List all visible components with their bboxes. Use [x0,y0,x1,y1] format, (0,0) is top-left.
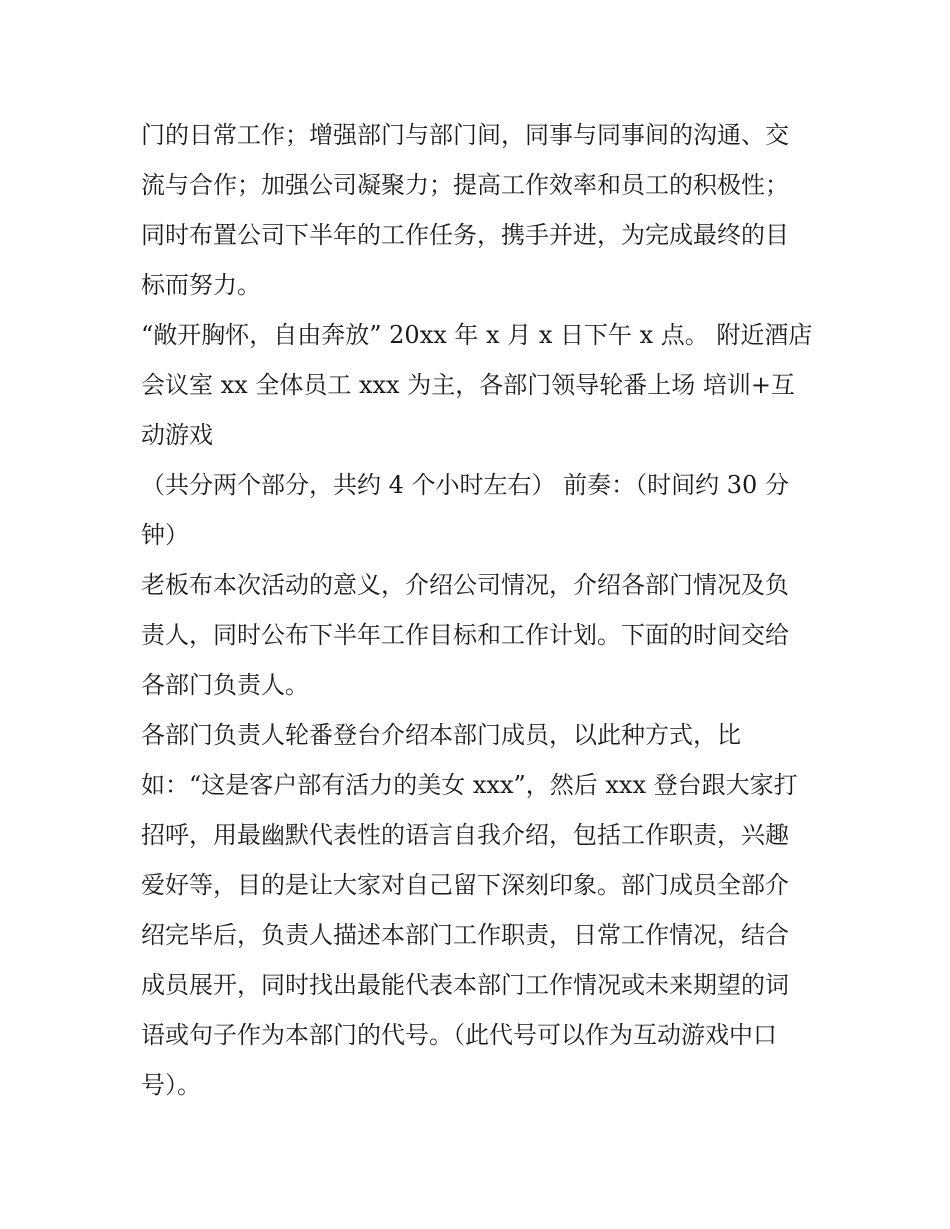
text-line: 会议室 xx 全体员工 xxx 为主，各部门领导轮番上场 培训+互 [141,371,795,399]
text-line: “敞开胸怀，自由奔放” 20xx 年 x 月 x 日下午 x 点。 附近酒店 [141,321,813,349]
text-line: 钟） [141,521,189,549]
text-line: 招呼，用最幽默代表性的语言自我介绍，包括工作职责，兴趣 [141,821,789,849]
text-line: 如：“这是客户部有活力的美女 xxx”，然后 xxx 登台跟大家打 [141,771,798,799]
text-line: 动游戏 [141,421,213,449]
text-line: （共分两个部分，共约 4 个小时左右） 前奏：（时间约 30 分 [141,471,789,499]
text-line: 流与合作；加强公司凝聚力；提高工作效率和员工的积极性； [141,171,789,199]
text-line: 门的日常工作；增强部门与部门间，同事与同事间的沟通、交 [141,121,789,149]
text-line: 同时布置公司下半年的工作任务，携手并进，为完成最终的目 [141,221,789,249]
text-line: 号）。 [141,1071,201,1099]
text-line: 语或句子作为本部门的代号。（此代号可以作为互动游戏中口 [141,1021,777,1049]
text-line: 爱好等，目的是让大家对自己留下深刻印象。部门成员全部介 [141,871,789,899]
text-line: 标而努力。 [141,271,261,299]
text-line: 各部门负责人。 [141,671,309,699]
text-line: 责人，同时公布下半年工作目标和工作计划。下面的时间交给 [141,621,789,649]
text-line: 老板布本次活动的意义，介绍公司情况，介绍各部门情况及负 [141,571,789,599]
text-line: 绍完毕后，负责人描述本部门工作职责，日常工作情况，结合 [141,921,789,949]
text-line: 各部门负责人轮番登台介绍本部门成员，以此种方式，比 [141,721,741,749]
text-line: 成员展开，同时找出最能代表本部门工作情况或未来期望的词 [141,971,789,999]
